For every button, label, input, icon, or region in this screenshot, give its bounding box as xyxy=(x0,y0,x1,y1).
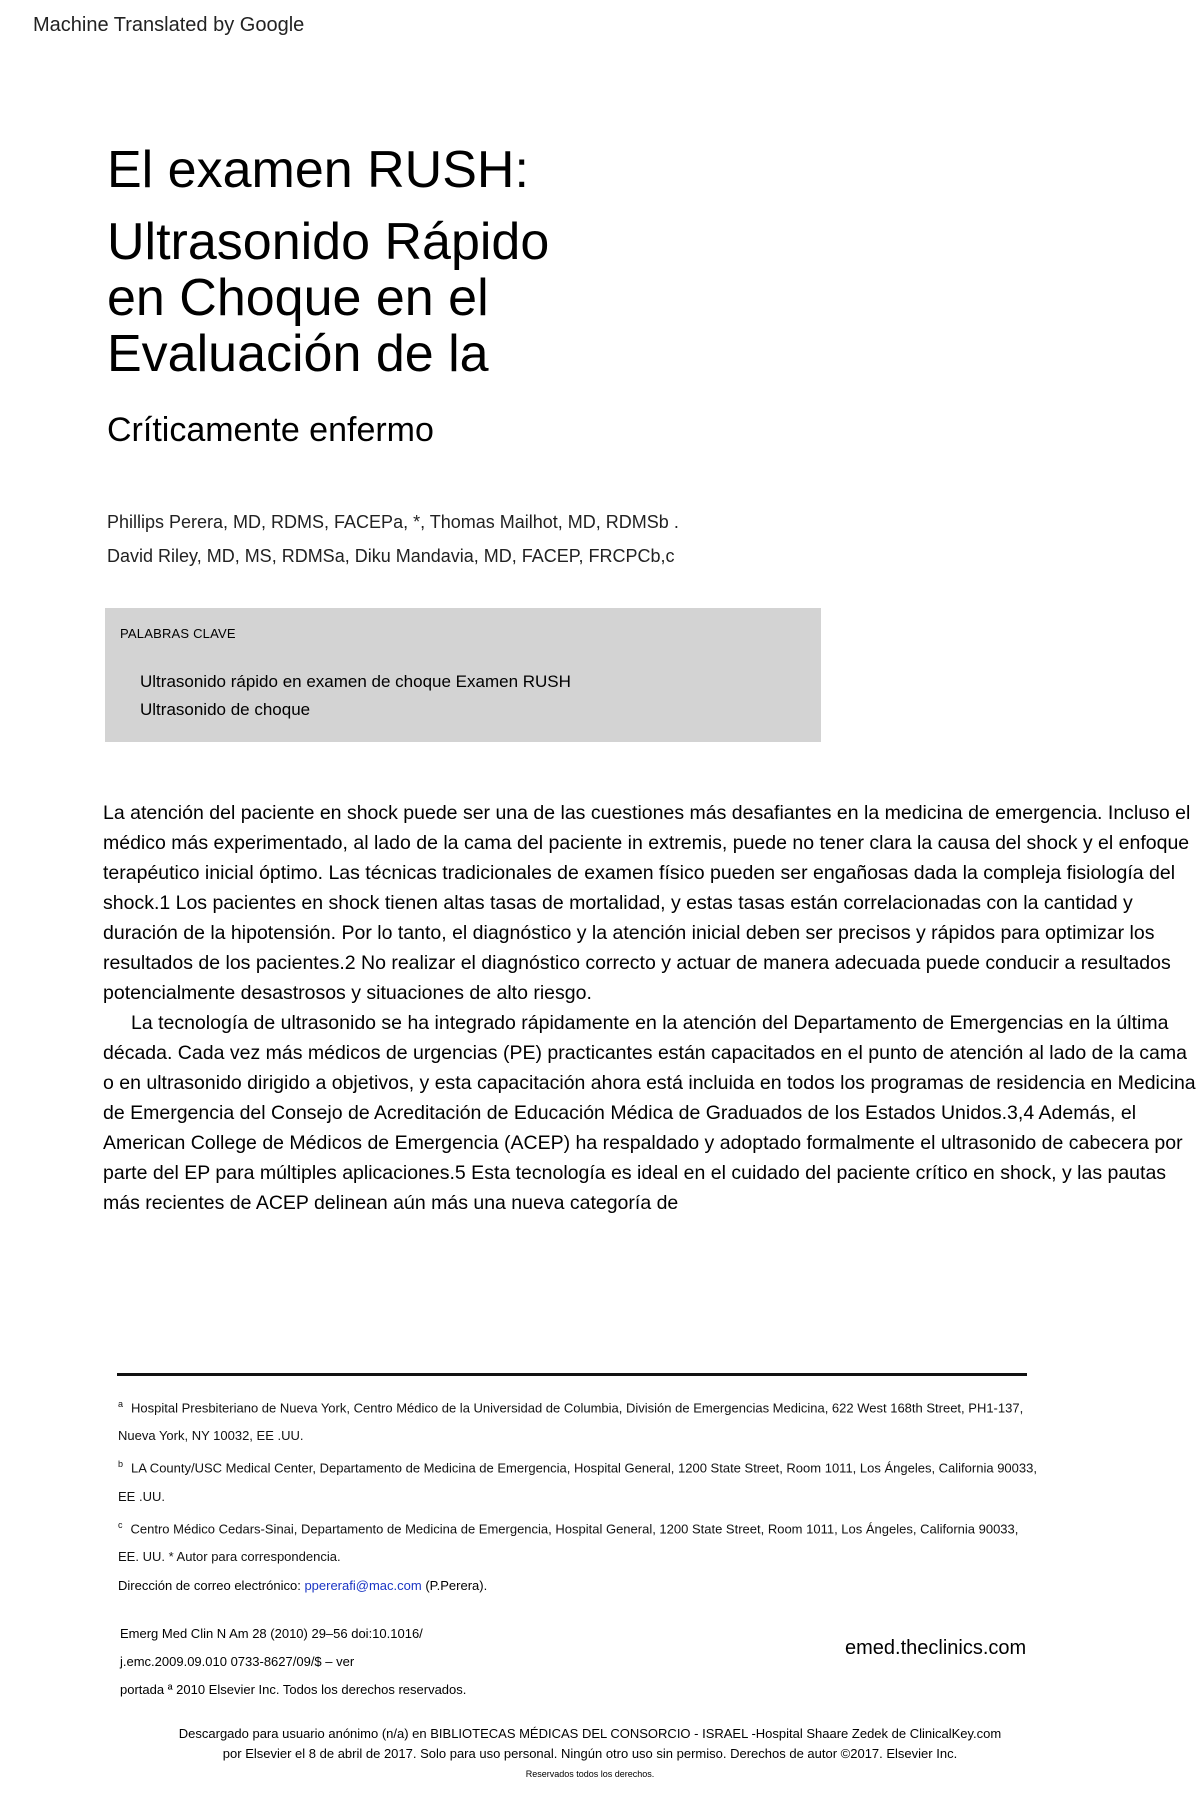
download-notice xyxy=(60,1724,1120,1784)
article-title: El examen RUSH: xyxy=(107,141,529,199)
email-suffix: (P.Perera). xyxy=(425,1578,488,1593)
affiliation-footnotes xyxy=(118,1390,1038,1571)
footnote-a xyxy=(118,1390,1038,1450)
article-body xyxy=(103,798,1197,1218)
email-label: Dirección de correo electrónico: xyxy=(118,1578,301,1593)
footnote-divider xyxy=(117,1373,1027,1376)
email-line xyxy=(118,1578,487,1593)
footnote-c-text: Centro Médico Cedars-Sinai, Departamento de Medicina de Emergencia, Hospital General, 1200 State Street, Room 1011, Los Ángeles, California 90033, EE. UU. * Autor para correspondencia. xyxy=(118,1520,1019,1564)
footnote-c xyxy=(118,1511,1038,1571)
citation-line-1: Emerg Med Clin N Am 28 (2010) 29–56 doi:10.1016/ xyxy=(120,1626,423,1641)
download-line-2: por Elsevier el 8 de abril de 2017. Solo para uso personal. Ningún otro uso sin permiso. Derechos de autor ©2017. Elsevier Inc. xyxy=(222,1746,958,1761)
body-paragraph-1: La atención del paciente en shock puede ser una de las cuestiones más desafiantes en la medicina de emergencia. Incluso el médico más experimentado, al lado de la cama del paciente in extremis, puede no tener clara la causa del shock y el enfoque terapéutico inicial óptimo. Las técnicas tradicionales de examen físico pueden ser engañosas dada la compleja fisiología del shock.1 Los pacientes en shock tienen altas tasas de mortalidad, y estas tasas están correlacionadas con la cantidad y duración de la hipotensión. Por lo tanto, el diagnóstico y la atención inicial deben ser precisos y rápidos para optimizar los resultados de los pacientes.2 No realizar el diagnóstico correcto y actuar de manera adecuada puede conducir a resultados potencialmente desastrosos y situaciones de alto riesgo. xyxy=(103,802,1191,1004)
article-subtitle-line-3: Evaluación de la xyxy=(107,325,489,383)
author-line-1: Phillips Perera, MD, RDMS, FACEPa, *, Thomas Mailhot, MD, RDMSb . xyxy=(107,512,679,532)
footnote-b xyxy=(118,1450,1038,1510)
keywords-box xyxy=(105,608,821,742)
citation-block xyxy=(120,1620,620,1704)
author-line-2: David Riley, MD, MS, RDMSa, Diku Mandavia, MD, FACEP, FRCPCb,c xyxy=(107,546,675,566)
download-line-3: Reservados todos los derechos. xyxy=(525,1769,655,1779)
footnote-c-marker: c xyxy=(118,1519,123,1530)
citation-line-3: portada ª 2010 Elsevier Inc. Todos los derechos reservados. xyxy=(120,1682,467,1697)
article-subtitle-line-4: Críticamente enfermo xyxy=(107,411,434,449)
journal-site-link[interactable]: emed.theclinics.com xyxy=(845,1637,1027,1659)
keyword-line-1: Ultrasonido rápido en examen de choque Examen RUSH xyxy=(140,672,571,691)
body-paragraph-2: La tecnología de ultrasonido se ha integrado rápidamente en la atención del Departamento de Emergencias en la última década. Cada vez más médicos de urgencias (PE) practicantes están capacitados en el punto de atención al lado de la cama o en ultrasonido dirigido a objetivos, y esta capacitación ahora está incluida en todos los programas de residencia en Medicina de Emergencia del Consejo de Acreditación de Educación Médica de Graduados de los Estados Unidos.3,4 Además, el American College de Médicos de Emergencia (ACEP) ha respaldado y adoptado formalmente el ultrasonido de cabecera por parte del EP para múltiples aplicaciones.5 Esta tecnología es ideal en el cuidado del paciente crítico en shock, y las pautas más recientes de ACEP delinean aún más una nueva categoría de xyxy=(103,1012,1196,1214)
article-title-block xyxy=(107,140,707,450)
download-line-1: Descargado para usuario anónimo (n/a) en BIBLIOTECAS MÉDICAS DEL CONSORCIO - ISRAEL -Hospital Shaare Zedek de ClinicalKey.com xyxy=(178,1726,1002,1741)
keywords-heading: PALABRAS CLAVE xyxy=(120,626,236,641)
keywords-list xyxy=(140,668,571,724)
article-subtitle-line-2: en Choque en el xyxy=(107,269,489,327)
keyword-line-2: Ultrasonido de choque xyxy=(140,700,311,719)
citation-line-2: j.emc.2009.09.010 0733-8627/09/$ – ver xyxy=(120,1654,355,1669)
article-subtitle-line-1: Ultrasonido Rápido xyxy=(107,213,550,271)
email-link[interactable]: ppererafi@mac.com xyxy=(304,1578,422,1593)
author-list xyxy=(107,505,887,573)
footnote-b-text: LA County/USC Medical Center, Departamento de Medicina de Emergencia, Hospital General, 1200 State Street, Room 1011, Los Ángeles, California 90033, EE .UU. xyxy=(118,1460,1037,1504)
footnote-a-marker: a xyxy=(118,1399,124,1409)
machine-translated-label: Machine Translated by Google xyxy=(33,14,305,36)
footnote-b-marker: b xyxy=(118,1459,124,1470)
footnote-a-text: Hospital Presbiteriano de Nueva York, Centro Médico de la Universidad de Columbia, División de Emergencias Medicina, 622 West 168th Street, PH1-137, Nueva York, NY 10032, EE .UU. xyxy=(118,1400,1024,1444)
